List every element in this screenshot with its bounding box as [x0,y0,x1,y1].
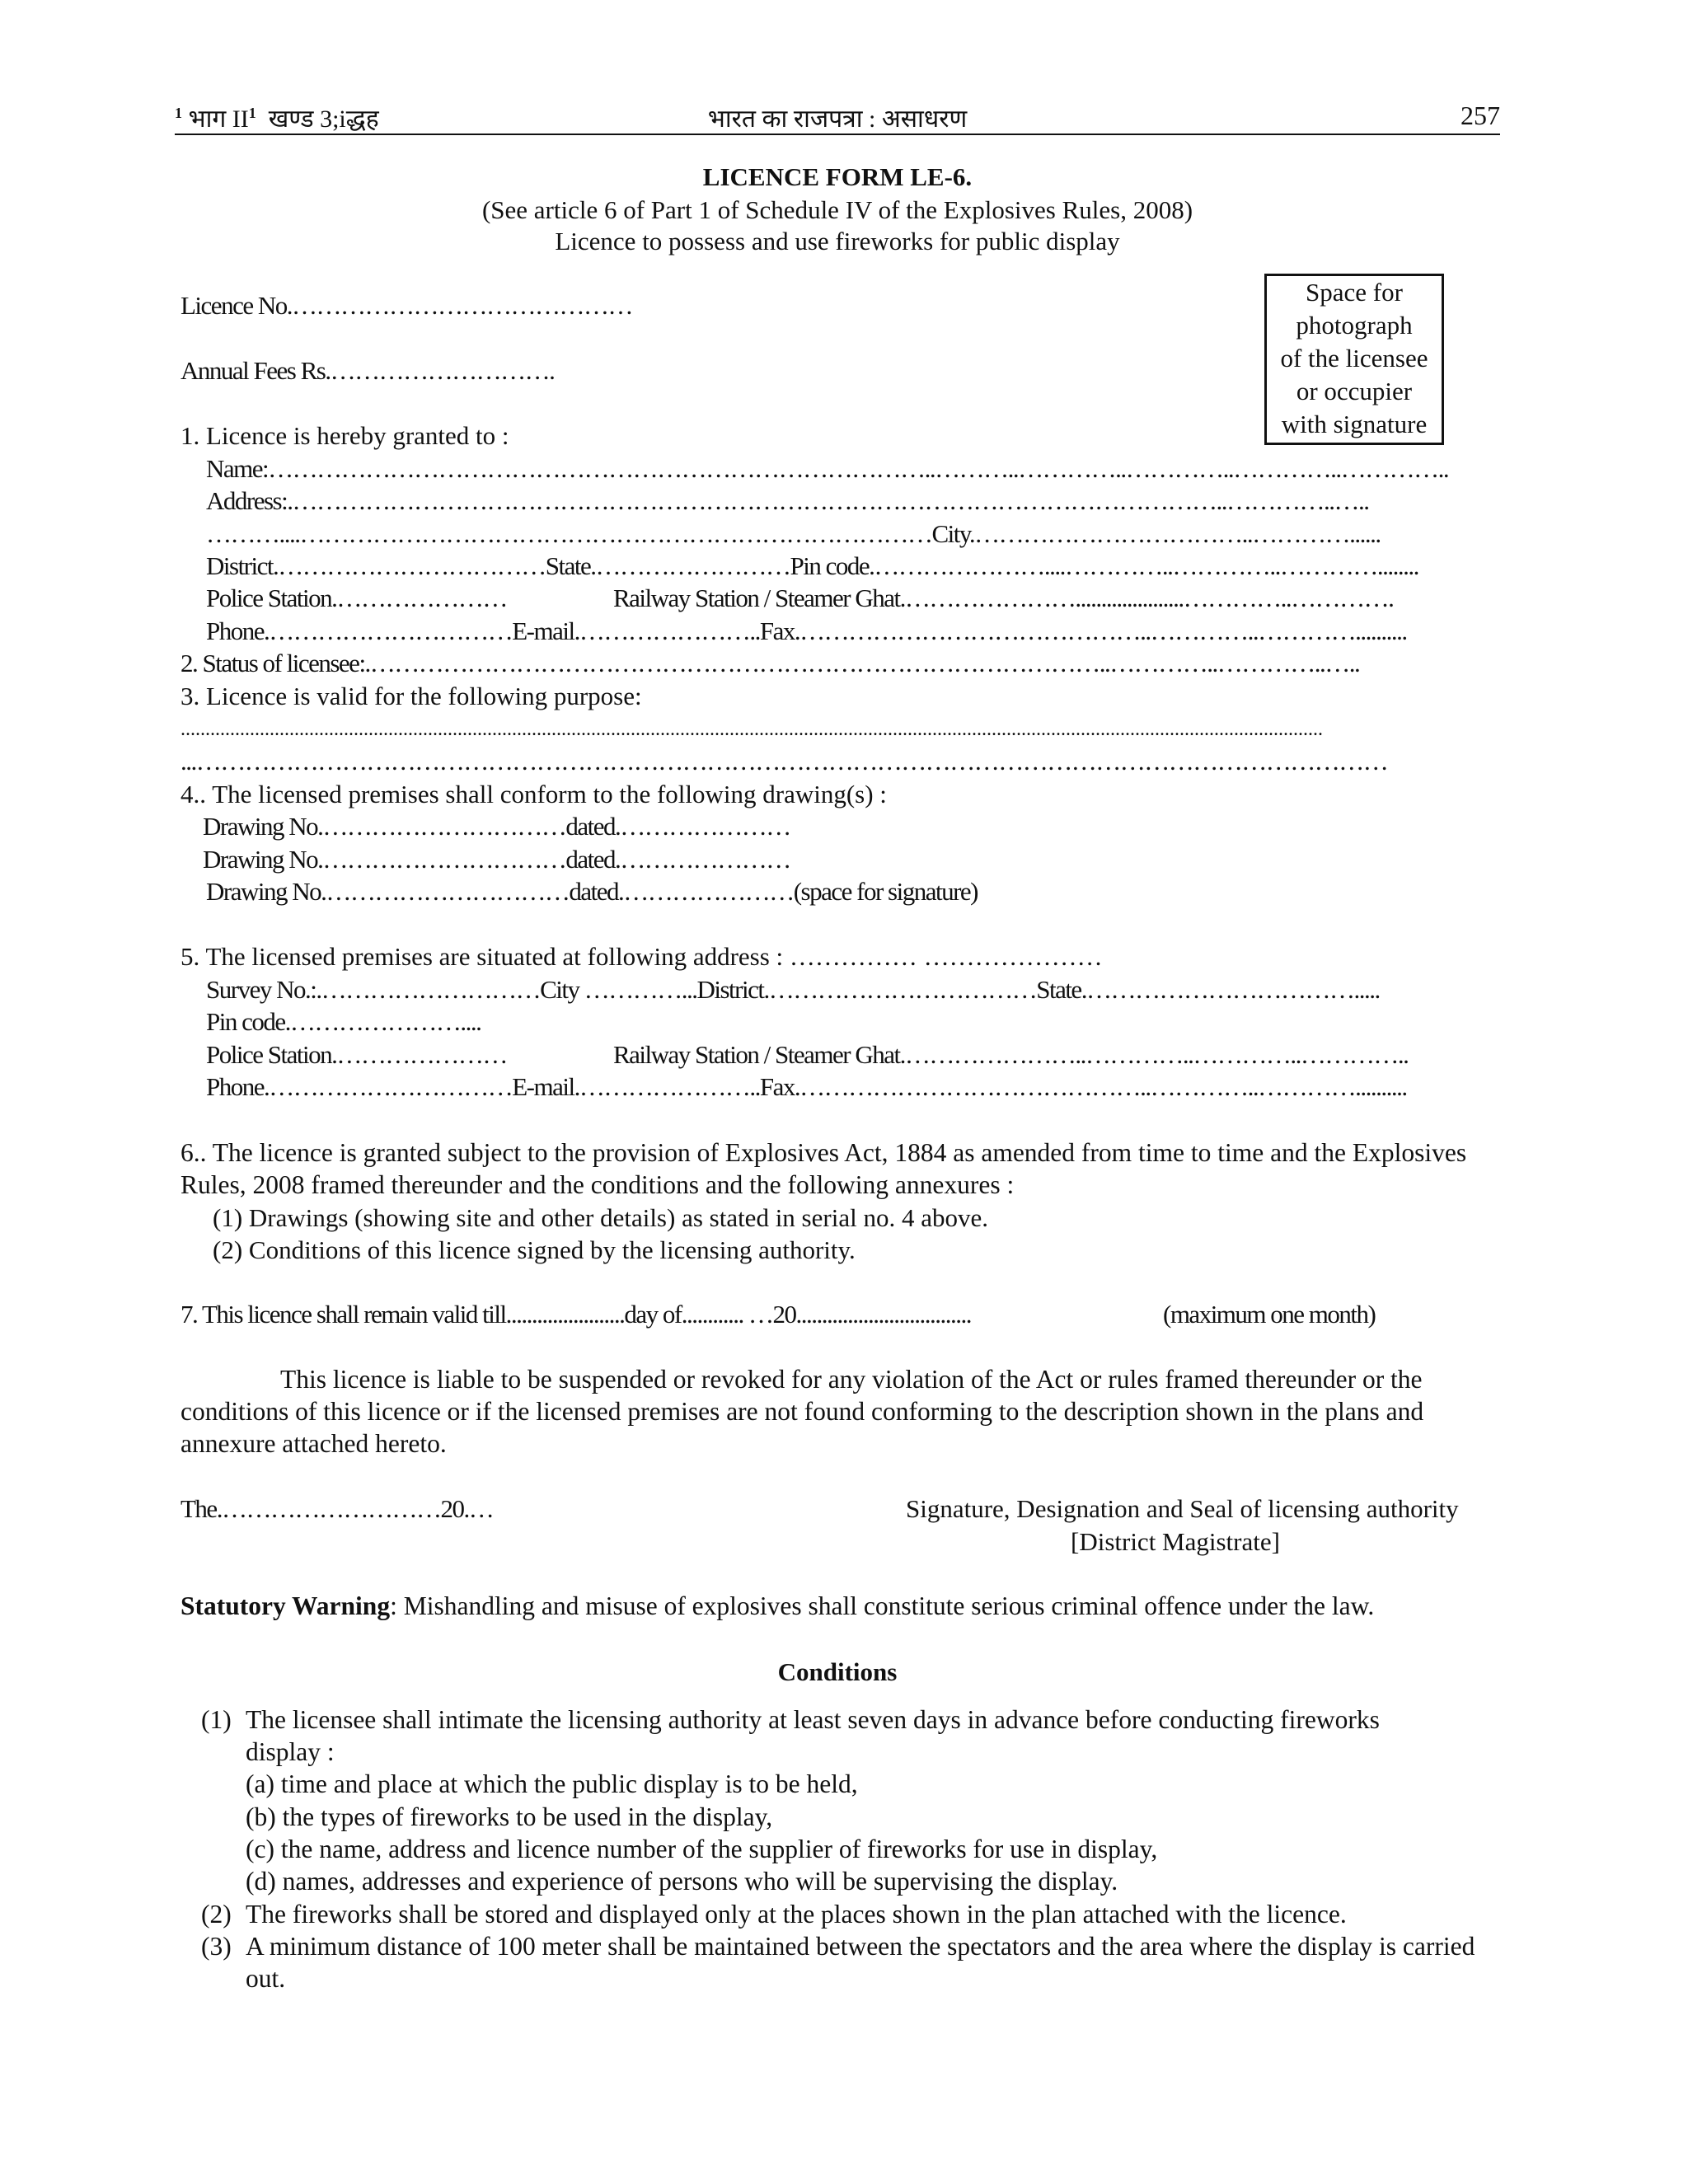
condition-3-number: (3) [201,1932,232,1961]
railway-station-field: Railway Station / Steamer Ghat.………………….....................…………..…………. [613,583,1394,612]
page-header [175,97,1500,135]
item-4-drawings: 4.. The licensed premises shall conform to the following drawing(s) : [181,780,887,808]
pin-code-field: Pin code.………………….... [206,1007,481,1036]
phone-email-fax-field: Phone.…………………………E-mail.…………………..Fax.……………………………………..…………..………….......... [206,616,1407,645]
condition-2-number: (2) [201,1900,232,1929]
condition-1c: (c) the name, address and licence number of the supplier of fireworks for use in display, [246,1835,1158,1863]
police-station-field: Police Station.………………… [206,583,507,612]
form-title: LICENCE FORM LE-6. [702,162,973,191]
header-superscript-2: 1 [248,105,256,121]
annual-fees-field: Annual Fees Rs.………………………. [181,356,555,385]
premises-railway-station-field: Railway Station / Steamer Ghat.…………………..…………..…………..………….. [613,1040,1409,1069]
condition-2: The fireworks shall be stored and displayed only at the places shown in the plan attached with the licence. [246,1900,1347,1929]
status-of-licensee-field: 2. Status of licensee:.………………………………………………………………………………..…………..…………..….. [181,649,1360,677]
signature-label: Signature, Designation and Seal of licensing authority [906,1494,1459,1523]
page-number: 257 [1461,101,1500,130]
liability-para-line-1: This licence is liable to be suspended or revoked for any violation of the Act or rules framed thereunder or the [280,1365,1423,1394]
statutory-warning-label: Statutory Warning [181,1591,391,1620]
statutory-warning [181,1591,1374,1622]
condition-1-number: (1) [201,1705,232,1734]
drawing-no-field-2: Drawing No.…………………………dated.………………… [203,845,790,874]
purpose-dotted-line-1: ....................................................................................................................................................................................................................................... [181,719,1323,740]
annexure-drawings: (1) Drawings (showing site and other details) as stated in serial no. 4 above. [213,1203,988,1232]
item-1-granted-to: 1. Licence is hereby granted to : [181,421,509,450]
condition-1-line-1: The licensee shall intimate the licensing authority at least seven days in advance before conducting fireworks [246,1705,1380,1734]
validity-maximum-note: (maximum one month) [1163,1300,1376,1329]
header-superscript: 1 [175,105,182,121]
issue-date-field: The.………………………20.… [181,1494,494,1523]
validity-field: 7. This licence shall remain valid till.......................day of............ …20.................................. [181,1300,971,1329]
form-subtitle-article: (See article 6 of Part 1 of Schedule IV of the Explosives Rules, 2008) [481,195,1193,224]
district-magistrate-label: [District Magistrate] [1071,1527,1280,1556]
address-field-line2: ………....……………………………………………………………………City.……………………………..…………...... [206,519,1381,548]
address-field-line1: Address:.……………………………………………………………………………………………………..…………..….. [206,486,1369,515]
condition-1b: (b) the types of fireworks to be used in the display, [246,1802,773,1831]
annexure-conditions: (2) Conditions of this licence signed by the licensing authority. [213,1235,856,1264]
item-5-premises-address: 5. The licensed premises are situated at following address : …………… ………………… [181,942,1103,971]
condition-3-line-1: A minimum distance of 100 meter shall be maintained between the spectators and the area where the display is carried [246,1932,1475,1961]
header-gazette-title: भारत का राजपत्रा : असाधरण [707,105,968,133]
condition-1-line-2: display : [246,1737,335,1766]
drawing-no-field-1: Drawing No.…………………………dated.………………… [203,812,790,841]
form-subtitle-purpose: Licence to possess and use fireworks for public display [555,227,1120,255]
statutory-warning-text: : Mishandling and misuse of explosives shall constitute serious criminal offence under the law. [390,1591,1375,1620]
item-6-line-1: 6.. The licence is granted subject to the provision of Explosives Act, 1884 as amended from time to time and the Explosives [181,1138,1467,1167]
liability-para-line-3: annexure attached hereto. [181,1429,447,1458]
condition-1d: (d) names, addresses and experience of persons who will be supervising the display. [246,1867,1118,1896]
drawing-no-field-3: Drawing No.…………………………dated.…………………(space for signature) [206,877,978,906]
survey-city-district-state-field: Survey No.:.………………………City …………...District.……………………………State.……………………………..... [206,975,1380,1004]
premises-phone-email-fax-field: Phone.…………………………E-mail.…………………..Fax.……………………………………..…………..………….......... [206,1072,1407,1101]
liability-para-line-2: conditions of this licence or if the licensed premises are not found conforming to the description shown in the plans and [181,1397,1424,1426]
district-state-pin-field: District.……………………………State.……………………Pin code.…………………....…………..…………..…………........ [206,551,1418,580]
purpose-dotted-line-2: ...………………………………………………………………………………………………………………………………… [181,747,1388,776]
item-3-purpose: 3. Licence is valid for the following purpose: [181,682,642,710]
conditions-heading: Conditions [777,1657,898,1686]
licence-no-field: Licence No.…………………………………… [181,291,632,320]
photograph-box: Space for photograph of the licensee or occupier with signature [1264,274,1444,445]
condition-1a: (a) time and place at which the public display is to be held, [246,1769,858,1798]
item-6-line-2: Rules, 2008 framed thereunder and the conditions and the following annexures : [181,1170,1015,1199]
name-field: Name:………………………………………………………………………..………..…………..…………..…………..………….. [206,454,1449,483]
header-part: भाग II [188,105,249,133]
header-section: खण्ड 3;iद्धह [268,105,379,133]
premises-police-station-field: Police Station.………………… [206,1040,507,1069]
condition-3-line-2: out. [246,1964,286,1993]
